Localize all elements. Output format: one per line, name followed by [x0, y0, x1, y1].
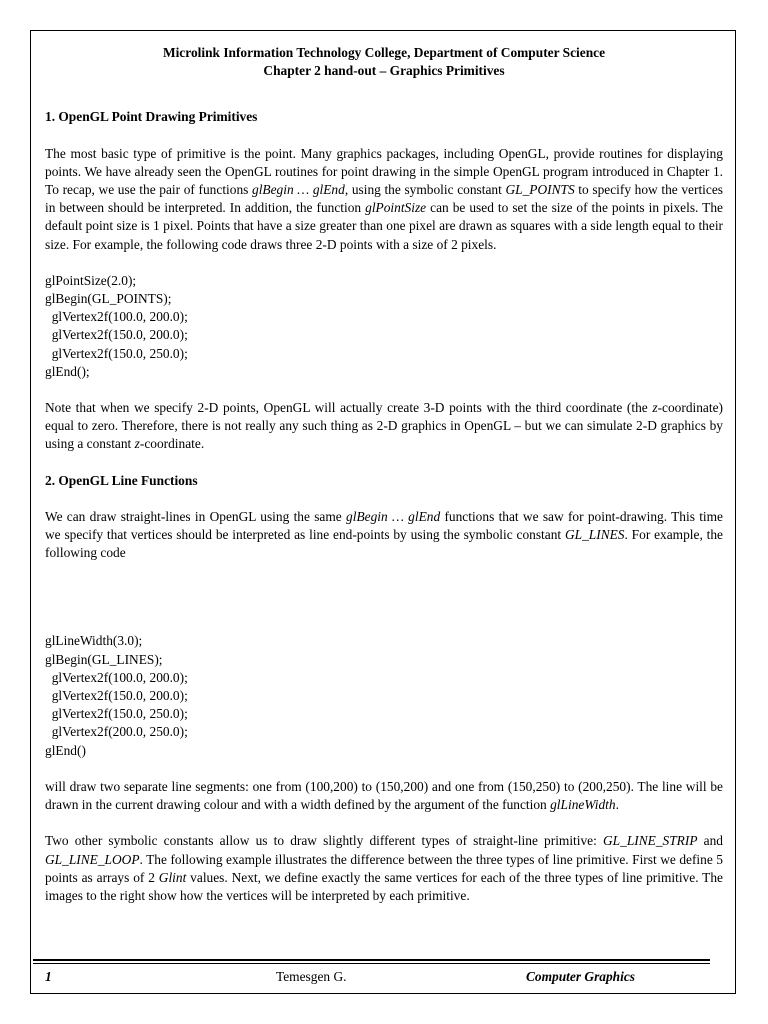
code-line: glVertex2f(200.0, 250.0);: [45, 724, 188, 740]
code-line: glVertex2f(100.0, 200.0);: [45, 669, 188, 685]
footer-rule-thin: [33, 963, 710, 964]
section-2-heading: 2. OpenGL Line Functions: [45, 472, 198, 488]
section-2-paragraph-3: Two other symbolic constants allow us to draw slightly different types of straight-line primitive: GL_LINE_STRIP and GL_LINE_LOOP. The following example illustrates the difference between the three types of line primitive. First we define 5 points as arrays of 2 Glint values. Next, we define exactly the same vertices for each of the three types of line primitive. The images to the right show how the vertices will be interpreted by each primitive.: [45, 833, 724, 903]
code-line: glEnd(): [45, 742, 86, 758]
title-line-2: Chapter 2 hand-out – Graphics Primitives: [263, 63, 505, 79]
section-1-paragraph-2: Note that when we specify 2-D points, OpenGL will actually create 3-D points with the third coordinate (the z-coordinate) equal to zero. Therefore, there is not really any such thing as 2-D graphics in OpenGL – but we can simulate 2-D graphics by using a constant z-coordinate.: [45, 400, 723, 452]
footer-rule: [33, 959, 710, 961]
document-title: [45, 44, 723, 80]
code-line: glBegin(GL_LINES);: [45, 651, 163, 667]
document-body: [45, 44, 723, 905]
footer-course-title: Computer Graphics: [526, 969, 636, 984]
section-1-heading: 1. OpenGL Point Drawing Primitives: [45, 109, 258, 125]
point-code-block: [45, 272, 723, 381]
page-number: 1: [45, 969, 52, 984]
section-1-paragraph-1: The most basic type of primitive is the point. Many graphics packages, including OpenGL, provide routines for displaying points. We have already seen the OpenGL routines for point drawing in the simple OpenGL program introduced in Chapter 1. To recap, we use the pair of functions glBegin … glEnd, using the symbolic constant GL_POINTS to specify how the vertices in between should be interpreted. In addition, the function glPointSize can be used to set the size of the points in pixels. The default point size is 1 pixel. Points that have a size greater than one pixel are drawn as squares with a side length equal to their size. For example, the following code draws three 2-D points with a size of 2 pixels.: [45, 145, 723, 252]
code-line: glVertex2f(150.0, 250.0);: [45, 706, 188, 722]
page-footer: [45, 969, 705, 987]
code-line: glVertex2f(150.0, 200.0);: [45, 327, 188, 343]
line-code-block: [45, 632, 723, 759]
code-line: glPointSize(2.0);: [45, 272, 137, 288]
title-line-1: Microlink Information Technology College, Department of Computer Science: [162, 45, 606, 60]
section-2-paragraph-2: will draw two separate line segments: one from (100,200) to (150,200) and one from (150,250) to (200,250). The line will be drawn in the current drawing colour and with a width defined by the argument of the function glLineWidth.: [45, 778, 723, 813]
code-line: glVertex2f(100.0, 200.0);: [45, 309, 188, 325]
code-line: glBegin(GL_POINTS);: [45, 291, 172, 307]
code-line: glVertex2f(150.0, 250.0);: [45, 345, 188, 361]
code-line: glVertex2f(150.0, 200.0);: [45, 688, 188, 704]
code-line: glLineWidth(3.0);: [45, 633, 143, 649]
code-line: glEnd();: [45, 363, 90, 379]
section-2-paragraph-1: We can draw straight-lines in OpenGL using the same glBegin … glEnd functions that we saw for point-drawing. This time we specify that vertices should be interpreted as line end-points by using the symbolic constant GL_LINES. For example, the following code: [45, 508, 723, 561]
footer-author: Temesgen G.: [276, 969, 347, 984]
